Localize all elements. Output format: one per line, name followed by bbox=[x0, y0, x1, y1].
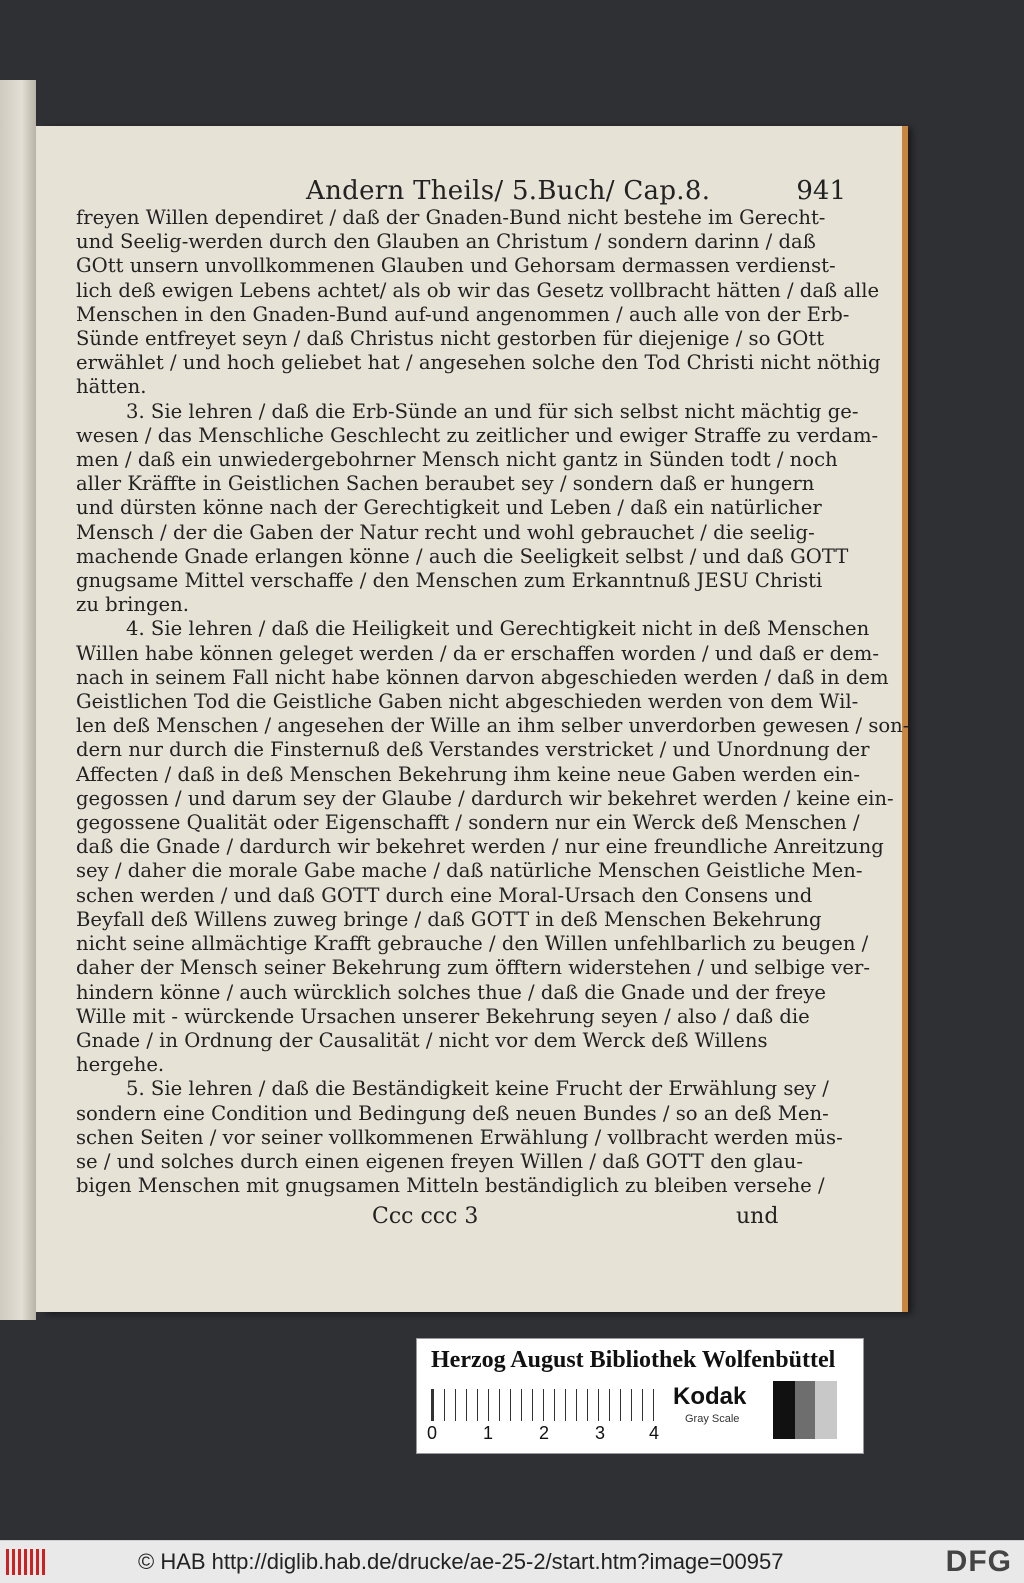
text-line: schen werden / und daß GOTT durch eine Moral-Ursach den Consens und bbox=[76, 883, 813, 907]
text-line: hindern könne / auch würcklich solches thue / daß die Gnade und der freye bbox=[76, 980, 826, 1004]
text-line: freyen Willen dependiret / daß der Gnaden-Bund nicht bestehe im Gerecht- bbox=[76, 206, 826, 229]
text-line: Wille mit - würckende Ursachen unserer Bekehrung seyen / also / daß die bbox=[76, 1004, 810, 1028]
text-line: aller Kräffte in Geistlichen Sachen beraubet sey / sondern daß er hungern bbox=[76, 472, 815, 496]
body-text bbox=[76, 206, 910, 1198]
text-line: Willen habe können geleget werden / da er erschaffen worden / und daß er dem- bbox=[76, 641, 879, 665]
text-line: dern nur durch die Finsternuß deß Verstandes verstricket / und Unordnung der bbox=[76, 738, 870, 762]
text-line: hergehe. bbox=[76, 1053, 165, 1077]
scale-label: 1 bbox=[483, 1423, 494, 1443]
text-line: Affecten / daß in deß Menschen Bekehrung ihm keine neue Gaben werden ein- bbox=[76, 762, 861, 786]
text-line: hätten. bbox=[76, 375, 147, 399]
ruler-scale bbox=[431, 1389, 661, 1421]
text-line: machende Gnade erlangen könne / auch die Seeligkeit selbst / und daß GOTT bbox=[76, 544, 849, 568]
text-line: nicht seine allmächtige Krafft gebrauche / den Willen unfehlbarlich zu beugen / bbox=[76, 932, 869, 956]
text-line: 3. Sie lehren / daß die Erb-Sünde an und für sich selbst nicht mächtig ge- bbox=[126, 399, 859, 423]
text-line: daß die Gnade / dardurch wir bekehret werden / nur eine freundliche Anreitzung bbox=[76, 835, 884, 859]
text-line: und dürsten könne nach der Gerechtigkeit und Leben / daß ein natürlicher bbox=[76, 496, 822, 520]
text-line: zu bringen. bbox=[76, 593, 189, 617]
text-line: Gnade / in Ordnung der Causalität / nicht vor dem Werck deß Willens bbox=[76, 1028, 768, 1052]
text-line: gegossene Qualität oder Eigenschafft / sondern nur ein Werck deß Menschen / bbox=[76, 811, 860, 835]
text-line: daher der Mensch seiner Bekehrung zum öfftern widerstehen / und selbige ver- bbox=[76, 956, 870, 980]
scale-label: 2 bbox=[539, 1423, 550, 1443]
text-line: schen Seiten / vor seiner vollkommenen Erwählung / vollbracht werden müs- bbox=[76, 1125, 843, 1149]
text-line: 5. Sie lehren / daß die Beständigkeit keine Frucht der Erwählung sey / bbox=[126, 1077, 829, 1101]
page-number: 941 bbox=[796, 176, 846, 206]
text-line: len deß Menschen / angesehen der Wille an ihm selber unverdorben gewesen / son- bbox=[76, 714, 910, 738]
gray-swatch-light bbox=[815, 1381, 837, 1439]
scale-label: 4 bbox=[649, 1423, 660, 1443]
color-target-card bbox=[416, 1338, 864, 1454]
text-line: Mensch / der die Gaben der Natur recht und wohl gebrauchet / die seelig- bbox=[76, 520, 815, 544]
text-line: 4. Sie lehren / daß die Heiligkeit und Gerechtigkeit nicht in deß Menschen bbox=[126, 617, 870, 641]
text-line: bigen Menschen mit gnugsamen Mitteln beständiglich zu bleiben versehe / bbox=[76, 1174, 825, 1198]
text-line: erwählet / und hoch geliebet hat / angesehen solche den Tod Christi nicht nöthig bbox=[76, 351, 881, 375]
text-line: Sünde entfreyet seyn / daß Christus nicht gestorben für diejenige / so GOtt bbox=[76, 327, 825, 351]
gray-swatch-mid bbox=[795, 1381, 815, 1439]
text-line: lich deß ewigen Lebens achtet/ als ob wir das Gesetz vollbracht hätten / daß alle bbox=[76, 278, 880, 302]
text-line: Menschen in den Gnaden-Bund auf-und angenommen / auch alle von der Erb- bbox=[76, 302, 850, 326]
text-line: und Seelig-werden durch den Glauben an Christum / sondern darinn / daß bbox=[76, 230, 816, 254]
library-name: Herzog August Bibliothek Wolfenbüttel bbox=[431, 1347, 836, 1373]
gray-scale-label: Gray Scale bbox=[685, 1413, 740, 1425]
text-line: Geistlichen Tod die Geistliche Gaben nicht abgeschieden werden von dem Wil- bbox=[76, 690, 859, 714]
gray-swatch-dark bbox=[773, 1381, 795, 1439]
text-line: men / daß ein unwiedergebohrner Mensch nicht gantz in Sünden todt / noch bbox=[76, 448, 838, 472]
adjacent-page-edge bbox=[0, 80, 36, 1320]
text-line: GOtt unsern unvollkommenen Glauben und Gehorsam dermassen verdienst- bbox=[76, 254, 836, 278]
text-line: gegossen / und darum sey der Glaube / dardurch wir bekehret werden / keine ein- bbox=[76, 786, 894, 810]
text-line: se / und solches durch einen eigenen freyen Willen / daß GOTT den glau- bbox=[76, 1149, 803, 1173]
text-line: nach in seinem Fall nicht habe können darvon abgeschieden werden / daß in dem bbox=[76, 665, 889, 689]
text-line: wesen / das Menschliche Geschlecht zu zeitlicher und ewiger Straffe zu verdam- bbox=[76, 423, 879, 447]
page-header bbox=[266, 176, 846, 210]
scale-labels bbox=[427, 1423, 687, 1447]
running-head: Andern Theils/ 5.Buch/ Cap.8. bbox=[306, 176, 711, 206]
footer-credit-link[interactable]: © HAB http://diglib.hab.de/drucke/ae-25-2/start.htm?image=00957 bbox=[138, 1549, 784, 1574]
library-barcode-logo-icon bbox=[6, 1549, 48, 1575]
text-line: gnugsame Mittel verschaffe / den Menschen zum Erkanntnuß JESU Christi bbox=[76, 569, 823, 593]
text-line: Beyfall deß Willens zuweg bringe / daß GOTT in deß Menschen Bekehrung bbox=[76, 907, 822, 931]
signature-mark: Ccc ccc 3 bbox=[372, 1204, 479, 1229]
kodak-label: Kodak bbox=[673, 1383, 747, 1410]
book-page bbox=[36, 126, 910, 1312]
text-line: sondern eine Condition und Bedingung deß neuen Bundes / so an deß Men- bbox=[76, 1101, 829, 1125]
text-line: sey / daher die morale Gabe mache / daß natürliche Menschen Geistliche Men- bbox=[76, 859, 863, 883]
scale-label: 0 bbox=[427, 1423, 438, 1443]
dfg-logo: DFG bbox=[945, 1545, 1012, 1578]
scale-label: 3 bbox=[595, 1423, 606, 1443]
footer-bar bbox=[0, 1540, 1024, 1583]
catchword: und bbox=[736, 1204, 779, 1229]
